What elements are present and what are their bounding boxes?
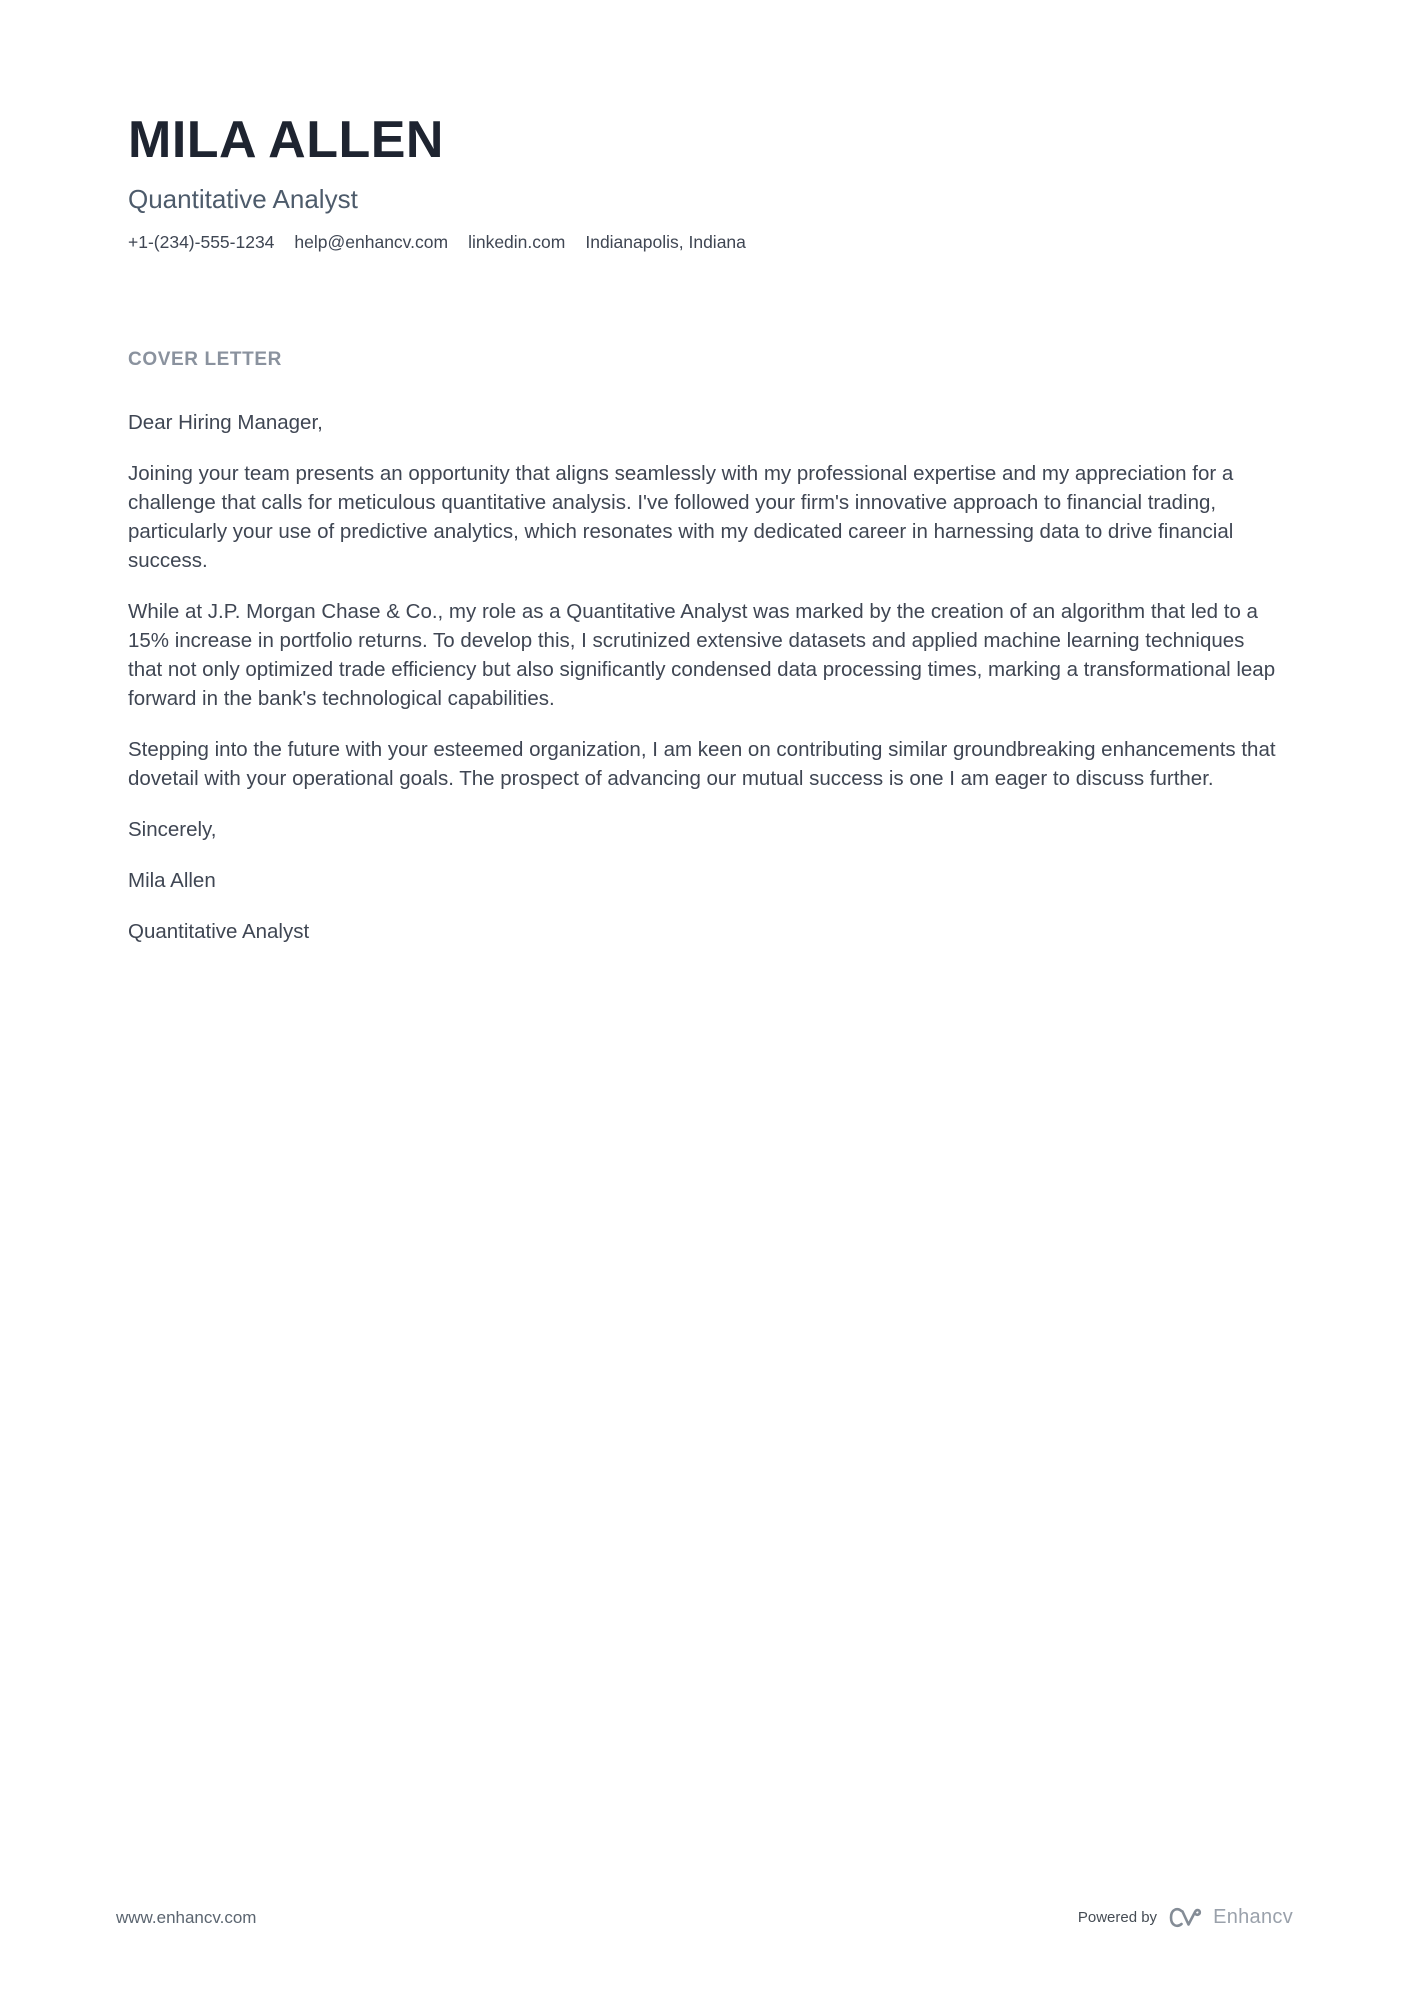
section-label: COVER LETTER xyxy=(128,348,282,370)
candidate-name: MILA ALLEN xyxy=(128,111,444,169)
cover-letter-section xyxy=(128,349,1276,946)
powered-by-label: Powered by xyxy=(1077,1909,1158,1926)
candidate-title: Quantitative Analyst xyxy=(128,184,358,215)
letter-body xyxy=(128,408,1276,946)
powered-by xyxy=(1078,1906,1293,1929)
enhancv-logo-icon xyxy=(1168,1906,1202,1929)
signature-title: Quantitative Analyst xyxy=(128,919,310,943)
header xyxy=(128,112,1276,253)
website-link: www.enhancv.com xyxy=(116,1907,257,1927)
contact-location: Indianapolis, Indiana xyxy=(585,231,746,252)
letter-paragraph: Joining your team presents an opportunity that aligns seamlessly with my professional expertise and my appreciation for a challenge that calls for meticulous quantitative analysis. I've followed your firm's innovative approach to financial trading, particularly your use of predictive analytics, which resonates with my dedicated career in harnessing data to drive financial success. xyxy=(128,461,1234,572)
contact-phone: +1-(234)-555-1234 xyxy=(128,231,275,252)
contact-email: help@enhancv.com xyxy=(294,231,449,252)
letter-paragraph: While at J.P. Morgan Chase & Co., my role as a Quantitative Analyst was marked by the creation of an algorithm that led to a 15% increase in portfolio returns. To develop this, I scrutinized extensive datasets and applied machine learning techniques that not only optimized trade efficiency but also significantly condensed data processing times, marking a transformational leap forward in the bank's technological capabilities. xyxy=(128,599,1276,710)
page-footer xyxy=(116,1906,1293,1929)
salutation: Dear Hiring Manager, xyxy=(128,410,323,434)
signature-name: Mila Allen xyxy=(128,868,216,892)
brand-name: Enhancv xyxy=(1213,1906,1293,1928)
contact-linkedin: linkedin.com xyxy=(468,231,566,252)
contact-row xyxy=(128,232,1276,253)
closing: Sincerely, xyxy=(128,817,217,841)
letter-paragraph: Stepping into the future with your esteemed organization, I am keen on contributing similar groundbreaking enhancements that dovetail with your operational goals. The prospect of advancing our mutual success is one I am eager to discuss further. xyxy=(128,737,1276,790)
